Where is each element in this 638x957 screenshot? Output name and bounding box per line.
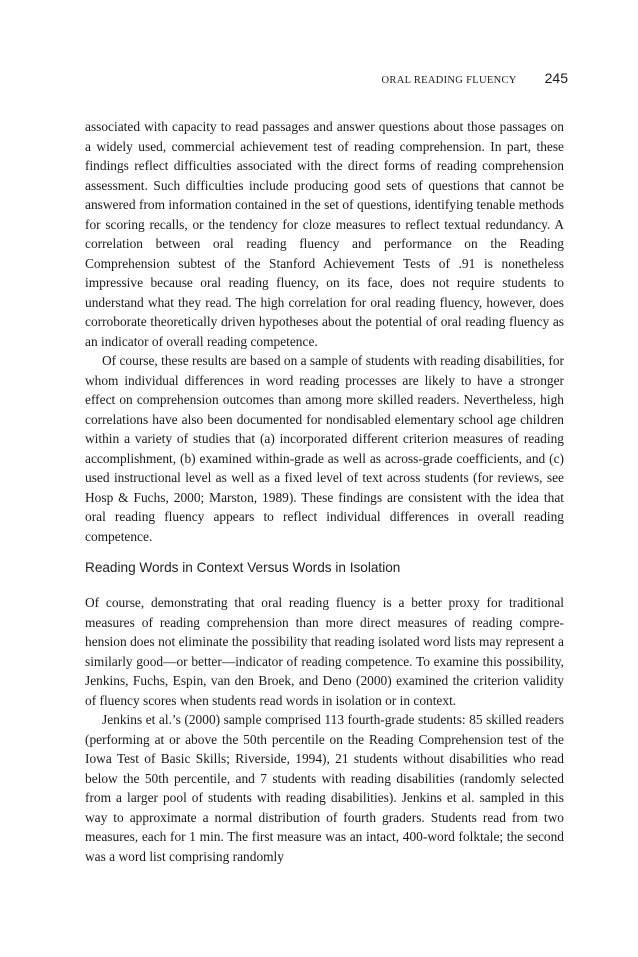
body-text-block-2 xyxy=(85,593,564,866)
body-text-block-1 xyxy=(85,117,564,546)
running-head xyxy=(382,70,568,86)
running-title: ORAL READING FLUENCY xyxy=(381,75,517,86)
paragraph: Of course, demonstrating that oral reading fluency is a better proxy for traditional measures of reading comprehension than more direct measures of reading comprehension does not eliminate the possibility that reading isolated word lists may represent a similarly good—or better—indicator of reading competence. To examine this possibility, Jenkins, Fuchs, Espin, van den Broek, and Deno (2000) examined the criterion validity of fluency scores when students read words in isolation or in context. xyxy=(85,595,564,708)
paragraph: Of course, these results are based on a sample of students with reading disabilities, for whom individual differences in word reading processes are likely to have a stronger effect on comprehension outcomes than among more skilled readers. Nevertheless, high correlations have also been documented for nondisabled elementary school age children within a variety of studies that (a) incorporated different criterion measures of reading accomplishment, (b) examined within-grade as well as across-grade coefficients, and (c) used instructional level as well as a fixed level of text across students (for reviews, see Hosp & Fuchs, 2000; Marston, 1989). These findings are consistent with the idea that oral reading fluency appears to reflect individual differences in overall reading competence. xyxy=(85,353,564,544)
paragraph: associated with capacity to read passages and answer questions about those passages on a widely used, commercial achievement test of reading comprehension. In part, these findings reflect difficulties associated with the direct forms of reading comprehension assessment. Such difficulties include producing good sets of questions that cannot be answered from information contained in the set of questions, identifying tenable methods for scoring recalls, or the tendency for cloze measures to reflect textual redundancy. A correlation between oral reading fluency and performance on the Reading Comprehension subtest of the Stanford Achievement Tests of .91 is nonetheless impressive because oral reading fluency, on its face, does not require students to understand what they read. The high correlation for oral reading fluency, however, does corroborate theoretically driven hypotheses about the potential of oral reading fluency as an indicator of overall reading competence. xyxy=(85,119,564,349)
section-heading: Reading Words in Context Versus Words in Isolation xyxy=(85,560,401,575)
page-number: 245 xyxy=(544,70,568,86)
paragraph: Jenkins et al.’s (2000) sample comprised 113 fourth-grade students: 85 skilled readers (performing at or above the 50th percentile on the Reading Comprehension test of the Iowa Test of Basic Skills; Riverside, 1994), 21 students without disabilities who read below the 50th percentile, and 7 students with reading disabilities (randomly selected from a larger pool of students with reading disabilities). Jenkins et al. sampled in this way to approximate a normal distribution of fourth graders. Students read from two measures, each for 1 min. The first measure was an intact, 400-word folktale; the second was a word list comprising randomly xyxy=(85,712,564,864)
